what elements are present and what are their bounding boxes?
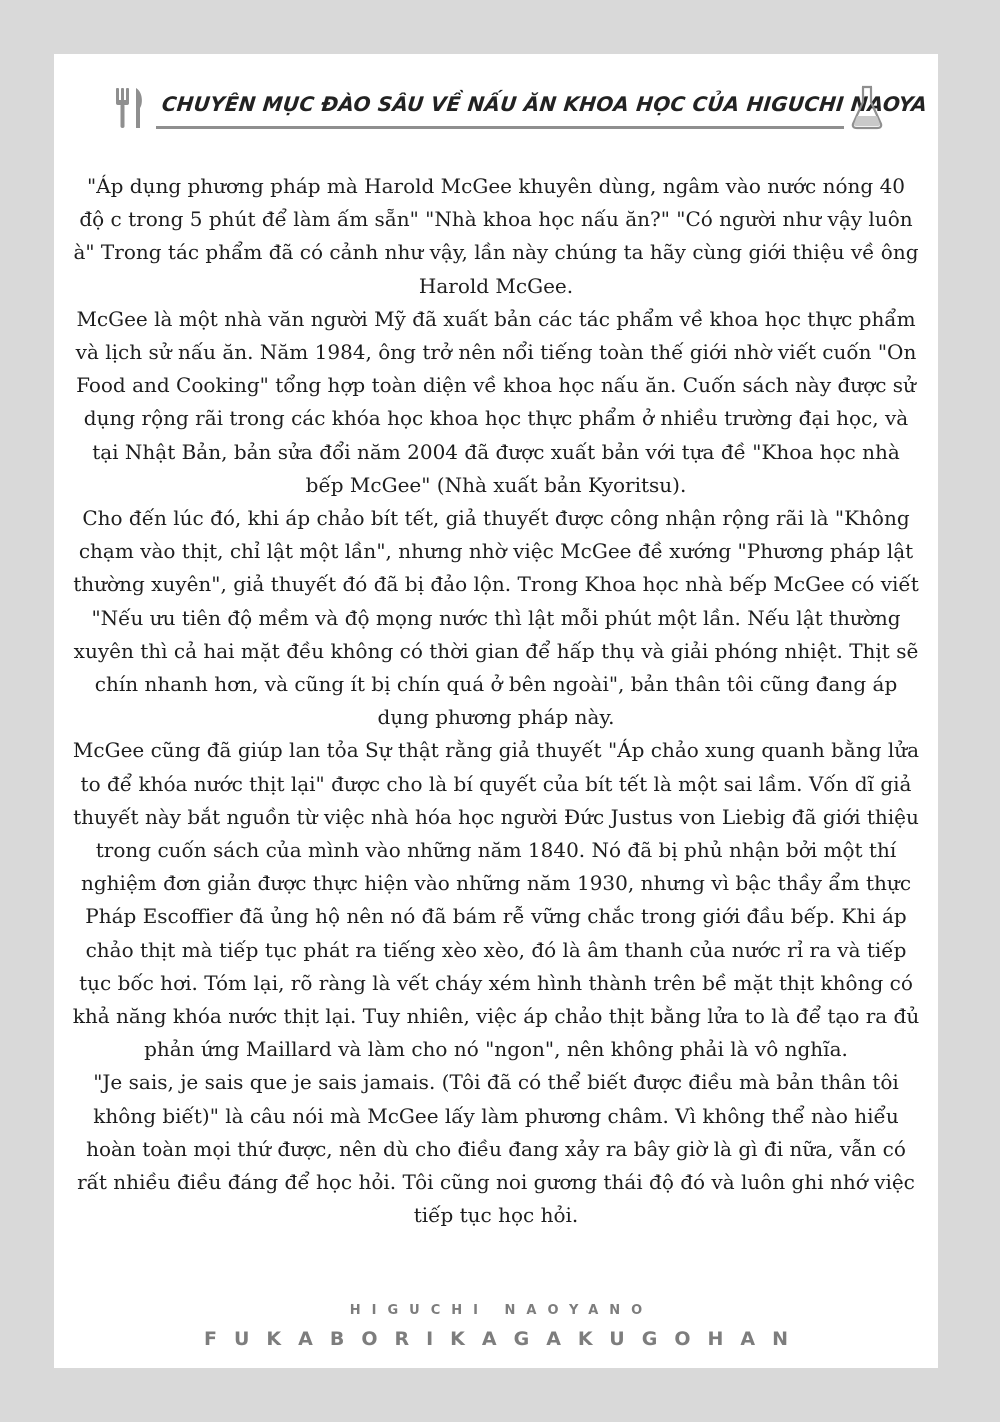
page-sheet (54, 54, 938, 1368)
article-paragraph: "Je sais, je sais que je sais jamais. (Tôi đã có thể biết được điều mà bản thân tôi không biết)" là câu nói mà McGee lấy làm phương châm. Vì không thể nào hiểu hoàn toàn mọi thứ được, nên dù cho điều đang xảy ra bây giờ là gì đi nữa, vẫn có rất nhiều điều đáng để học hỏi. Tôi cũng noi gương thái độ đó và luôn ghi nhớ việc tiếp tục học hỏi. (77, 1070, 915, 1228)
fork-knife-icon (114, 84, 148, 130)
flask-icon (850, 84, 884, 130)
article-paragraph: McGee là một nhà văn người Mỹ đã xuất bản các tác phẩm về khoa học thực phẩm và lịch sử nấu ăn. Năm 1984, ông trở nên nổi tiếng toàn thế giới nhờ viết cuốn "On Food and Cooking" tổng hợp toàn diện về khoa học nấu ăn. Cuốn sách này được sử dụng rộng rãi trong các khóa học khoa học thực phẩm ở nhiều trường đại học, và tại Nhật Bản, bản sửa đổi năm 2004 đã được xuất bản với tựa đề "Khoa học nhà bếp McGee" (Nhà xuất bản Kyoritsu). (75, 306, 917, 497)
article-paragraph: Cho đến lúc đó, khi áp chảo bít tết, giả thuyết được công nhận rộng rãi là "Không chạm vào thịt, chỉ lật một lần", nhưng nhờ việc McGee đề xướng "Phương pháp lật thường xuyên", giả thuyết đó đã bị đảo lộn. Trong Khoa học nhà bếp McGee có viết "Nếu ưu tiên độ mềm và độ mọng nước thì lật mỗi phút một lần. Nếu lật thường xuyên thì cả hai mặt đều không có thời gian để hấp thụ và giải phóng nhiệt. Thịt sẽ chín nhanh hơn, và cũng ít bị chín quá ở bên ngoài", bản thân tôi cũng đang áp dụng phương pháp này. (73, 506, 919, 730)
footer-signature (54, 1302, 938, 1352)
column-title: CHUYÊN MỤC ĐÀO SÂU VỀ NẤU ĂN KHOA HỌC CỦA HIGUCHI NAOYA (160, 92, 929, 116)
article-paragraph: McGee cũng đã giúp lan tỏa Sự thật rằng giả thuyết "Áp chảo xung quanh bằng lửa to để khóa nước thịt lại" được cho là bí quyết của bít tết là một sai lầm. Vốn dĩ giả thuyết này bắt nguồn từ việc nhà hóa học người Đức Justus von Liebig đã giới thiệu trong cuốn sách của mình vào những năm 1840. Nó đã bị phủ nhận bởi một thí nghiệm đơn giản được thực hiện vào những năm 1930, nhưng vì bậc thầy ẩm thực Pháp Escoffier đã ủng hộ nên nó đã bám rễ vững chắc trong giới đầu bếp. Khi áp chảo thịt mà tiếp tục phát ra tiếng xèo xèo, đó là âm thanh của nước rỉ ra và tiếp tục bốc hơi. Tóm lại, rõ ràng là vết cháy xém hình thành trên bề mặt thịt không có khả năng khóa nước thịt lại. Tuy nhiên, việc áp chảo thịt bằng lửa to là để tạo ra đủ phản ứng Maillard và làm cho nó "ngon", nên không phải là vô nghĩa. (72, 738, 920, 1062)
footer-line-1: HIGUCHI NAOYANO (349, 1303, 654, 1318)
footer-line-2: FUKABORIKAGAKUGOHAN (204, 1328, 805, 1350)
article-body (72, 170, 920, 1233)
column-header (114, 84, 929, 134)
header-divider (156, 126, 844, 129)
article-paragraph: "Áp dụng phương pháp mà Harold McGee khuyên dùng, ngâm vào nước nóng 40 độ c trong 5 phút để làm ấm sẵn" "Nhà khoa học nấu ăn?" "Có người như vậy luôn à" Trong tác phẩm đã có cảnh như vậy, lần này chúng ta hãy cùng giới thiệu về ông Harold McGee. (73, 174, 919, 298)
